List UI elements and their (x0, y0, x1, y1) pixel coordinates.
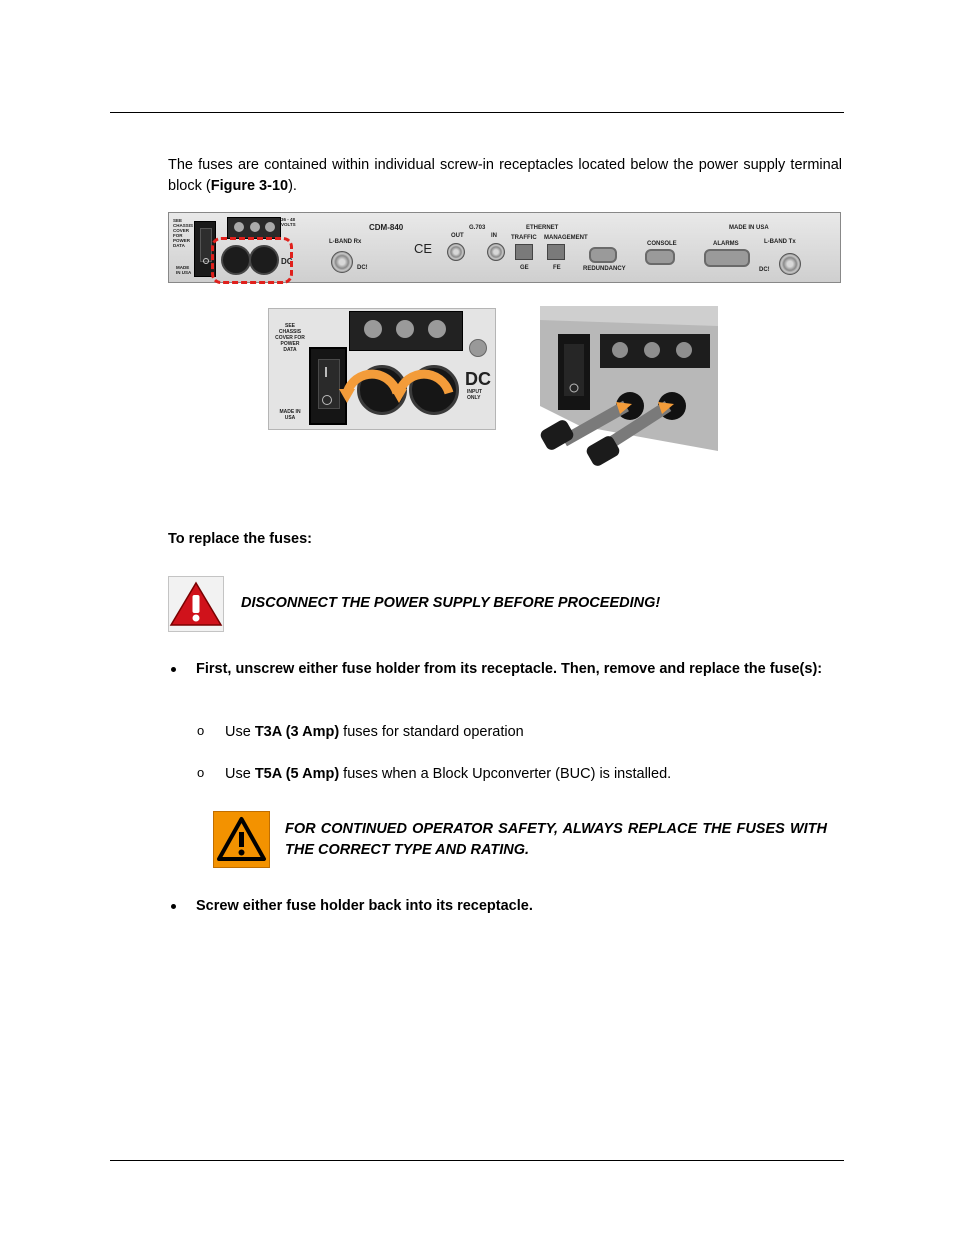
procedure-heading: To replace the fuses: (168, 531, 312, 547)
fuse-highlight (211, 237, 293, 284)
unscrew-arrows (339, 349, 479, 409)
g703-in-connector (487, 243, 505, 261)
arrow-2 (399, 374, 449, 393)
sub-step-t3a: Use T3A (3 Amp) fuses for standard operation (225, 724, 524, 740)
rear-panel-image: SEE CHASSIS COVER FOR POWER DATA MADE IN USA 36 - 48 VOLTS DC L-BAND Rx DC! CDM-840 CE OUT G.703 IN ETHERNET TRAFFIC MANAGEMENT GE FE REDUNDANCY CONSOLE ALARMS MADE IN USA L-BAND Tx DC! (168, 212, 841, 283)
redundancy-port (589, 247, 617, 263)
sub-step-t5a: Use T5A (5 Amp) fuses when a Block Upconverter (BUC) is installed. (225, 766, 672, 782)
danger-message: DISCONNECT THE POWER SUPPLY BEFORE PROCEEDING! (241, 595, 661, 611)
g703-out-connector (447, 243, 465, 261)
danger-icon (168, 576, 224, 632)
terminal-block-detail (349, 311, 463, 351)
alarms-port (704, 249, 750, 267)
model-label: CDM-840 (369, 223, 404, 232)
bullet (171, 667, 176, 672)
figure-reference[interactable]: Figure 3-10 (210, 178, 289, 194)
lband-tx-connector (779, 253, 801, 275)
console-port (645, 249, 675, 265)
fe-port (547, 244, 565, 260)
sub-bullet-marker: o (197, 765, 205, 780)
footer-rule (110, 1160, 844, 1161)
ce-mark: CE (414, 241, 433, 256)
warning-icon (213, 811, 270, 868)
bullet (171, 904, 176, 909)
terminal-block (227, 217, 281, 239)
lband-rx-connector (331, 251, 353, 273)
made-in-usa-label: MADE IN USA (176, 265, 192, 275)
ge-port (515, 244, 533, 260)
volts-label: 36 - 48 VOLTS (281, 217, 296, 227)
lband-rx-label: L-BAND Rx (329, 239, 362, 245)
dc-label: DC (281, 257, 293, 266)
lband-tx-label: L-BAND Tx (764, 239, 796, 245)
step-1: First, unscrew either fuse holder from its receptacle. Then, remove and replace the fuse(s): (196, 661, 823, 677)
intro-paragraph: The fuses are contained within individual screw-in receptacles located below the power supply terminal block (Figure 3-10). (168, 157, 842, 194)
header-rule (110, 112, 844, 113)
fuse-detail-photo: SEE CHASSIS COVER FOR POWER DATA MADE IN USA DC INPUT ONLY (268, 308, 496, 430)
step-2: Screw either fuse holder back into its receptacle. (196, 898, 533, 914)
power-data-label: SEE CHASSIS COVER FOR POWER DATA (173, 218, 194, 248)
arrow-1 (347, 374, 397, 393)
warning-message: FOR CONTINUED OPERATOR SAFETY, ALWAYS REPLACE THE FUSES WITH THE CORRECT TYPE AND RATING. (285, 821, 827, 858)
fuse-removal-photo (540, 306, 718, 471)
sub-bullet-marker: o (197, 723, 205, 738)
